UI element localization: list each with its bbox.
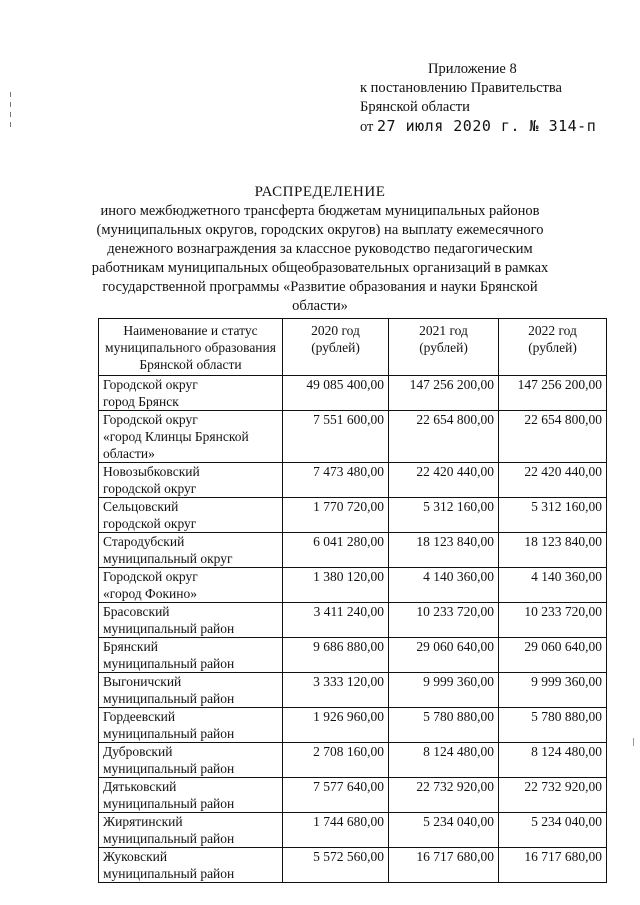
appendix-block <box>360 60 596 137</box>
amount-2022: 16 717 680,00 <box>499 848 607 883</box>
municipality-name: Городской округ «город Клинцы Брянской области» <box>99 411 283 463</box>
amount-2021: 5 780 880,00 <box>389 708 499 743</box>
header-2021: 2021 год (рублей) <box>389 319 499 376</box>
amount-2021: 9 999 360,00 <box>389 673 499 708</box>
amount-2020: 49 085 400,00 <box>283 376 389 411</box>
table-row <box>99 778 607 813</box>
amount-2020: 1 926 960,00 <box>283 708 389 743</box>
amount-2020: 9 686 880,00 <box>283 638 389 673</box>
amount-2022: 5 234 040,00 <box>499 813 607 848</box>
municipality-name: Гордеевский муниципальный район <box>99 708 283 743</box>
table-row <box>99 498 607 533</box>
scan-mark <box>633 738 634 746</box>
amount-2020: 3 333 120,00 <box>283 673 389 708</box>
amount-2022: 9 999 360,00 <box>499 673 607 708</box>
table-row <box>99 568 607 603</box>
margin-marks <box>10 92 14 132</box>
amount-2021: 5 234 040,00 <box>389 813 499 848</box>
appendix-region: Брянской области <box>360 99 470 115</box>
amount-2020: 1 380 120,00 <box>283 568 389 603</box>
amount-2020: 1 744 680,00 <box>283 813 389 848</box>
amount-2021: 8 124 480,00 <box>389 743 499 778</box>
municipality-name: Выгоничский муниципальный район <box>99 673 283 708</box>
title-line: (муниципальных округов, городских округов) на выплату ежемесячного <box>96 222 544 238</box>
amount-2021: 16 717 680,00 <box>389 848 499 883</box>
table-row <box>99 463 607 498</box>
table-body <box>99 376 607 883</box>
table-row <box>99 411 607 463</box>
amount-2020: 5 572 560,00 <box>283 848 389 883</box>
appendix-date <box>360 117 596 137</box>
amount-2021: 10 233 720,00 <box>389 603 499 638</box>
table-header-row <box>99 319 607 376</box>
date-prefix: от <box>360 119 374 135</box>
amount-2022: 5 312 160,00 <box>499 498 607 533</box>
title-line: работникам муниципальных общеобразовательных организаций в рамках <box>91 260 549 276</box>
table-row <box>99 813 607 848</box>
amount-2020: 7 473 480,00 <box>283 463 389 498</box>
amount-2021: 5 312 160,00 <box>389 498 499 533</box>
title-line: иного межбюджетного трансферта бюджетам муниципальных районов <box>100 203 540 219</box>
amount-2022: 147 256 200,00 <box>499 376 607 411</box>
amount-2020: 1 770 720,00 <box>283 498 389 533</box>
municipality-name: Дятьковский муниципальный район <box>99 778 283 813</box>
amount-2022: 5 780 880,00 <box>499 708 607 743</box>
amount-2022: 18 123 840,00 <box>499 533 607 568</box>
municipality-name: Дубровский муниципальный район <box>99 743 283 778</box>
document-title <box>80 183 560 316</box>
table-row <box>99 848 607 883</box>
header-name: Наименование и статус муниципального образования Брянской области <box>99 319 283 376</box>
title-line: денежного вознаграждения за классное руководство педагогическим <box>107 241 533 257</box>
amount-2020: 7 551 600,00 <box>283 411 389 463</box>
municipality-name: Новозыбковский городской округ <box>99 463 283 498</box>
title-line: государственной программы «Развитие образования и науки Брянской <box>102 279 538 295</box>
table-row <box>99 743 607 778</box>
amount-2022: 22 732 920,00 <box>499 778 607 813</box>
municipality-name: Городской округ город Брянск <box>99 376 283 411</box>
amount-2020: 7 577 640,00 <box>283 778 389 813</box>
amount-2022: 8 124 480,00 <box>499 743 607 778</box>
amount-2021: 18 123 840,00 <box>389 533 499 568</box>
appendix-number: Приложение 8 <box>428 61 517 77</box>
title-line: области» <box>292 298 348 314</box>
distribution-table <box>98 318 607 883</box>
amount-2021: 147 256 200,00 <box>389 376 499 411</box>
municipality-name: Брянский муниципальный район <box>99 638 283 673</box>
municipality-name: Жирятинский муниципальный район <box>99 813 283 848</box>
table-row <box>99 708 607 743</box>
header-2020: 2020 год (рублей) <box>283 319 389 376</box>
amount-2022: 10 233 720,00 <box>499 603 607 638</box>
title-heading: РАСПРЕДЕЛЕНИЕ <box>254 184 386 200</box>
amount-2021: 22 732 920,00 <box>389 778 499 813</box>
municipality-name: Сельцовский городской округ <box>99 498 283 533</box>
municipality-name: Жуковский муниципальный район <box>99 848 283 883</box>
header-2022: 2022 год (рублей) <box>499 319 607 376</box>
amount-2020: 2 708 160,00 <box>283 743 389 778</box>
table-row <box>99 376 607 411</box>
amount-2022: 22 420 440,00 <box>499 463 607 498</box>
amount-2020: 3 411 240,00 <box>283 603 389 638</box>
municipality-name: Городской округ «город Фокино» <box>99 568 283 603</box>
amount-2022: 4 140 360,00 <box>499 568 607 603</box>
amount-2020: 6 041 280,00 <box>283 533 389 568</box>
table-row <box>99 673 607 708</box>
amount-2022: 29 060 640,00 <box>499 638 607 673</box>
date-value: 27 июля 2020 г. № 314-п <box>377 117 597 135</box>
amount-2021: 29 060 640,00 <box>389 638 499 673</box>
appendix-reference: к постановлению Правительства <box>360 80 562 96</box>
table-row <box>99 533 607 568</box>
amount-2021: 22 654 800,00 <box>389 411 499 463</box>
amount-2021: 4 140 360,00 <box>389 568 499 603</box>
amount-2021: 22 420 440,00 <box>389 463 499 498</box>
municipality-name: Брасовский муниципальный район <box>99 603 283 638</box>
table-row <box>99 638 607 673</box>
amount-2022: 22 654 800,00 <box>499 411 607 463</box>
table-row <box>99 603 607 638</box>
municipality-name: Стародубский муниципальный округ <box>99 533 283 568</box>
